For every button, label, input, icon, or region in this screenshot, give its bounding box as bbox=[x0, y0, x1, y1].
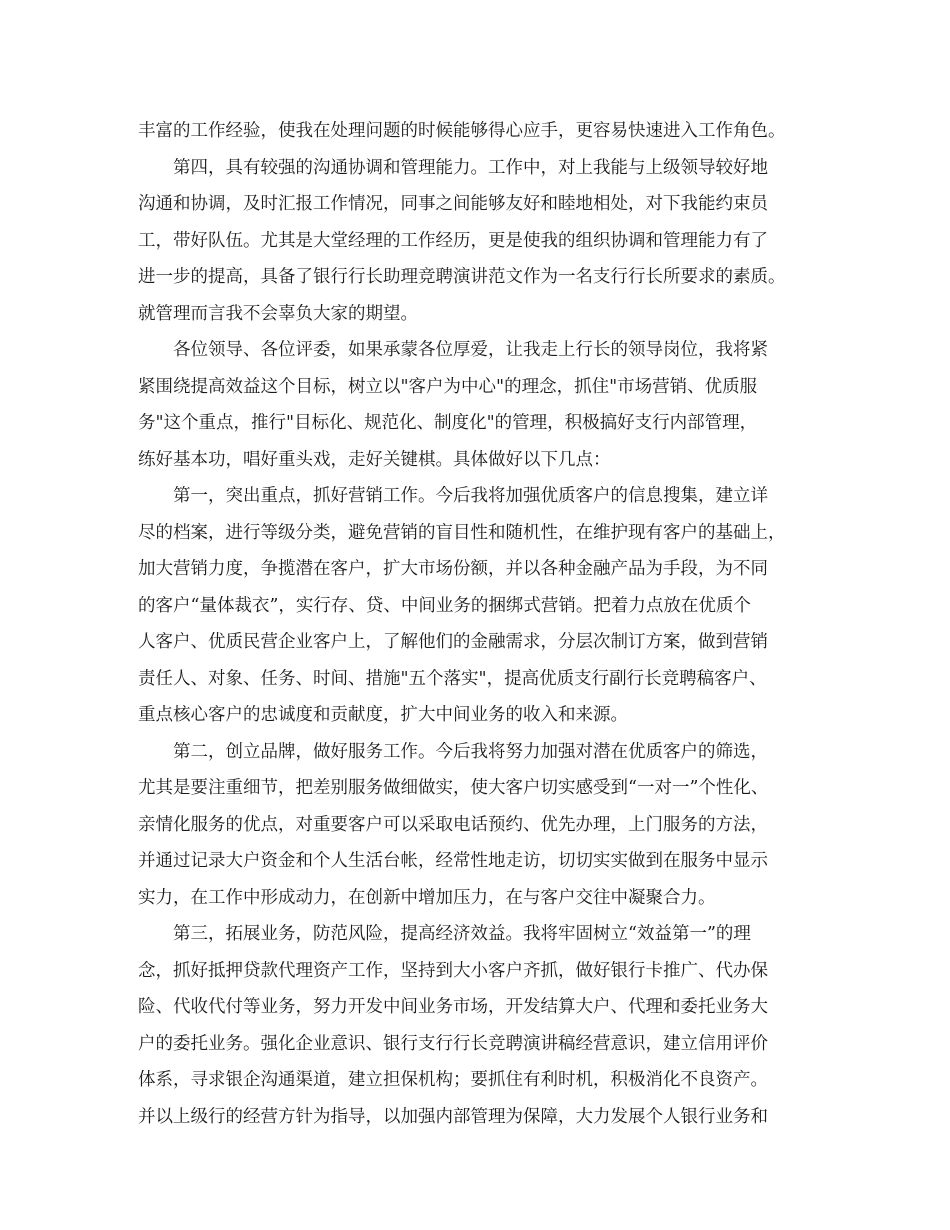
text-line: 第一，突出重点，抓好营销工作。今后我将加强优质客户的信息搜集，建立详 bbox=[173, 486, 768, 506]
text-line: 责任人、对象、任务、时间、措施"五个落实"，提高优质支行副行长竞聘稿客户、 bbox=[138, 668, 767, 689]
text-line: 体系，寻求银企沟通渠道，建立担保机构；要抓住有利时机，积极消化不良资产。 bbox=[138, 1070, 768, 1090]
text-line: 险、代收代付等业务，努力开发中间业务市场，开发结算大户、代理和委托业务大 bbox=[138, 997, 768, 1017]
text-line: 第四，具有较强的沟通协调和管理能力。工作中，对上我能与上级领导较好地 bbox=[173, 157, 768, 178]
document-body bbox=[138, 113, 838, 1135]
text-line: 紧围绕提高效益这个目标，树立以"客户为中心"的理念，抓住"市场营销、优质服 bbox=[138, 376, 758, 397]
text-line: 重点核心客户的忠诚度和贡献度，扩大中间业务的收入和来源。 bbox=[138, 705, 628, 725]
text-line: 尤其是要注重细节，把差别服务做细做实，使大客户切实感受到“一对一”个性化、 bbox=[138, 778, 769, 798]
text-line: 尽的档案，进行等级分类，避免营销的盲目性和随机性，在维护现有客户的基础上， bbox=[138, 522, 786, 543]
text-line: 户的委托业务。强化企业意识、银行支行行长竞聘演讲稿经营意识，建立信用评价 bbox=[138, 1033, 768, 1054]
text-line: 各位领导、各位评委，如果承蒙各位厚爱，让我走上行长的领导岗位，我将紧 bbox=[173, 340, 768, 360]
text-line: 工，带好队伍。尤其是大堂经理的工作经历，更是使我的组织协调和管理能力有了 bbox=[138, 230, 768, 251]
text-line: 第三，拓展业务，防范风险，提高经济效益。我将牢固树立“效益第一”的理 bbox=[173, 924, 751, 944]
text-line: 实力，在工作中形成动力，在创新中增加压力，在与客户交往中凝聚合力。 bbox=[138, 887, 716, 908]
text-line: 练好基本功，唱好重头戏，走好关键棋。具体做好以下几点： bbox=[138, 449, 611, 470]
text-line: 加大营销力度，争揽潜在客户，扩大市场份额，并以各种金融产品为手段，为不同 bbox=[138, 559, 768, 579]
text-line: 念，抓好抵押贷款代理资产工作，坚持到大小客户齐抓，做好银行卡推广、代办保 bbox=[138, 960, 768, 981]
text-line: 就管理而言我不会辜负大家的期望。 bbox=[138, 303, 418, 324]
text-line: 人客户、优质民营企业客户上，了解他们的金融需求，分层次制订方案，做到营销 bbox=[138, 632, 768, 652]
text-line: 丰富的工作经验，使我在处理问题的时候能够得心应手，更容易快速进入工作角色。 bbox=[138, 121, 786, 141]
text-line: 并以上级行的经营方针为指导，以加强内部管理为保障，大力发展个人银行业务和 bbox=[138, 1106, 768, 1127]
text-line: 并通过记录大户资金和个人生活台帐，经常性地走访，切切实实做到在服务中显示 bbox=[138, 851, 768, 871]
text-line: 进一步的提高，具备了银行行长助理竞聘演讲范文作为一名支行行长所要求的素质。 bbox=[138, 267, 786, 287]
text-line: 亲情化服务的优点，对重要客户可以采取电话预约、优先办理，上门服务的方法， bbox=[138, 814, 768, 835]
text-line: 务"这个重点，推行"目标化、规范化、制度化"的管理，积极搞好支行内部管理， bbox=[138, 413, 758, 433]
text-line: 的客户“量体裁衣”，实行存、贷、中间业务的捆绑式营销。把着力点放在优质个 bbox=[138, 595, 751, 616]
text-line: 第二，创立品牌，做好服务工作。今后我将努力加强对潜在优质客户的筛选， bbox=[173, 741, 768, 762]
text-line: 沟通和协调，及时汇报工作情况，同事之间能够友好和睦地相处，对下我能约束员 bbox=[138, 194, 768, 214]
